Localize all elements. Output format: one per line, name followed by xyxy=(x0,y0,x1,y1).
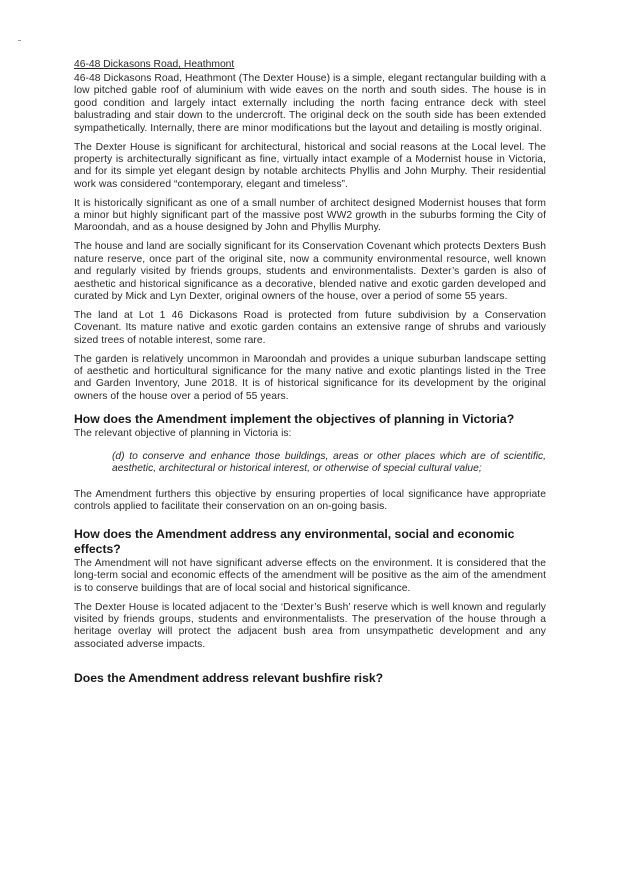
paragraph-garden: The garden is relatively uncommon in Maroondah and provides a unique suburban landscape setting of aesthetic and horticultural significance for the many native and exotic plantings listed in the Tree and Garden Inventory, June 2018. It is of historical significance for its development by the original owners of the house over a period of 55 years. xyxy=(74,353,546,402)
paragraph-historical: It is historically significant as one of a small number of architect designed Modernist houses that form a minor but highly significant part of the massive post WW2 growth in the suburbs forming the City of Maroondah, and as a house designed by John and Phyllis Murphy. xyxy=(74,197,546,234)
paragraph-significance: The Dexter House is significant for architectural, historical and social reasons at the Local level. The property is architecturally significant as fine, virtually intact example of a Modernist house in Victoria, and for its simple yet elegant design by notable architects Phyllis and John Murphy. Their residential work was considered “contemporary, elegant and timeless”. xyxy=(74,141,546,190)
scan-mark xyxy=(18,40,21,41)
objective-quote: (d) to conserve and enhance those buildings, areas or other places which are of scientific, aesthetic, architectural or historical interest, or otherwise of special cultural value; xyxy=(112,450,546,475)
document-page xyxy=(74,58,546,687)
effects-paragraph-2: The Dexter House is located adjacent to the ‘Dexter’s Bush’ reserve which is well known and regularly visited by friends groups, students and environmentalists. The preservation of the house through a heritage overlay will protect the adjacent bush area from unsympathetic development and any associated adverse impacts. xyxy=(74,601,546,650)
objectives-intro: The relevant objective of planning in Victoria is: xyxy=(74,428,292,440)
property-heading: 46-48 Dickasons Road, Heathmont xyxy=(74,59,235,70)
effects-paragraph-1: The Amendment will not have significant adverse effects on the environment. It is considered that the long-term social and economic effects of the amendment will be positive as the aim of the amendment is to conserve buildings that are of local social and historical significance. xyxy=(74,557,546,594)
section-heading-bushfire: Does the Amendment address relevant bushfire risk? xyxy=(74,671,384,686)
section-heading-effects: How does the Amendment address any environmental, social and economic effects? xyxy=(74,527,515,556)
paragraph-covenant: The land at Lot 1 46 Dickasons Road is protected from future subdivision by a Conservation Covenant. Its mature native and exotic garden contains an extensive range of shrubs and variously sized trees of notable interest, some rare. xyxy=(74,309,546,346)
section-heading-objectives: How does the Amendment implement the objectives of planning in Victoria? xyxy=(74,412,515,427)
objectives-body: The Amendment furthers this objective by ensuring properties of local significance have appropriate controls applied to facilitate their conservation on an on-going basis. xyxy=(74,488,546,513)
paragraph-description: 46-48 Dickasons Road, Heathmont (The Dexter House) is a simple, elegant rectangular building with a low pitched gable roof of aluminium with wide eaves on the north and south sides. The house is in good condition and largely intact externally including the north facing entrance deck with steel balustrading and stair down to the undercroft. The original deck on the south side has been extended sympathetically. Internally, there are minor modifications but the layout and detailing is mostly original. xyxy=(74,73,546,134)
paragraph-social: The house and land are socially significant for its Conservation Covenant which protects Dexters Bush nature reserve, once part of the original site, now a community environmental resource, well known and regularly visited by friends groups, students and environmentalists. Dexter’s garden is also of aesthetic and historical significance as a decorative, blended native and exotic garden developed and curated by Mick and Lyn Dexter, original owners of the house, over a period of some 55 years. xyxy=(74,241,546,302)
